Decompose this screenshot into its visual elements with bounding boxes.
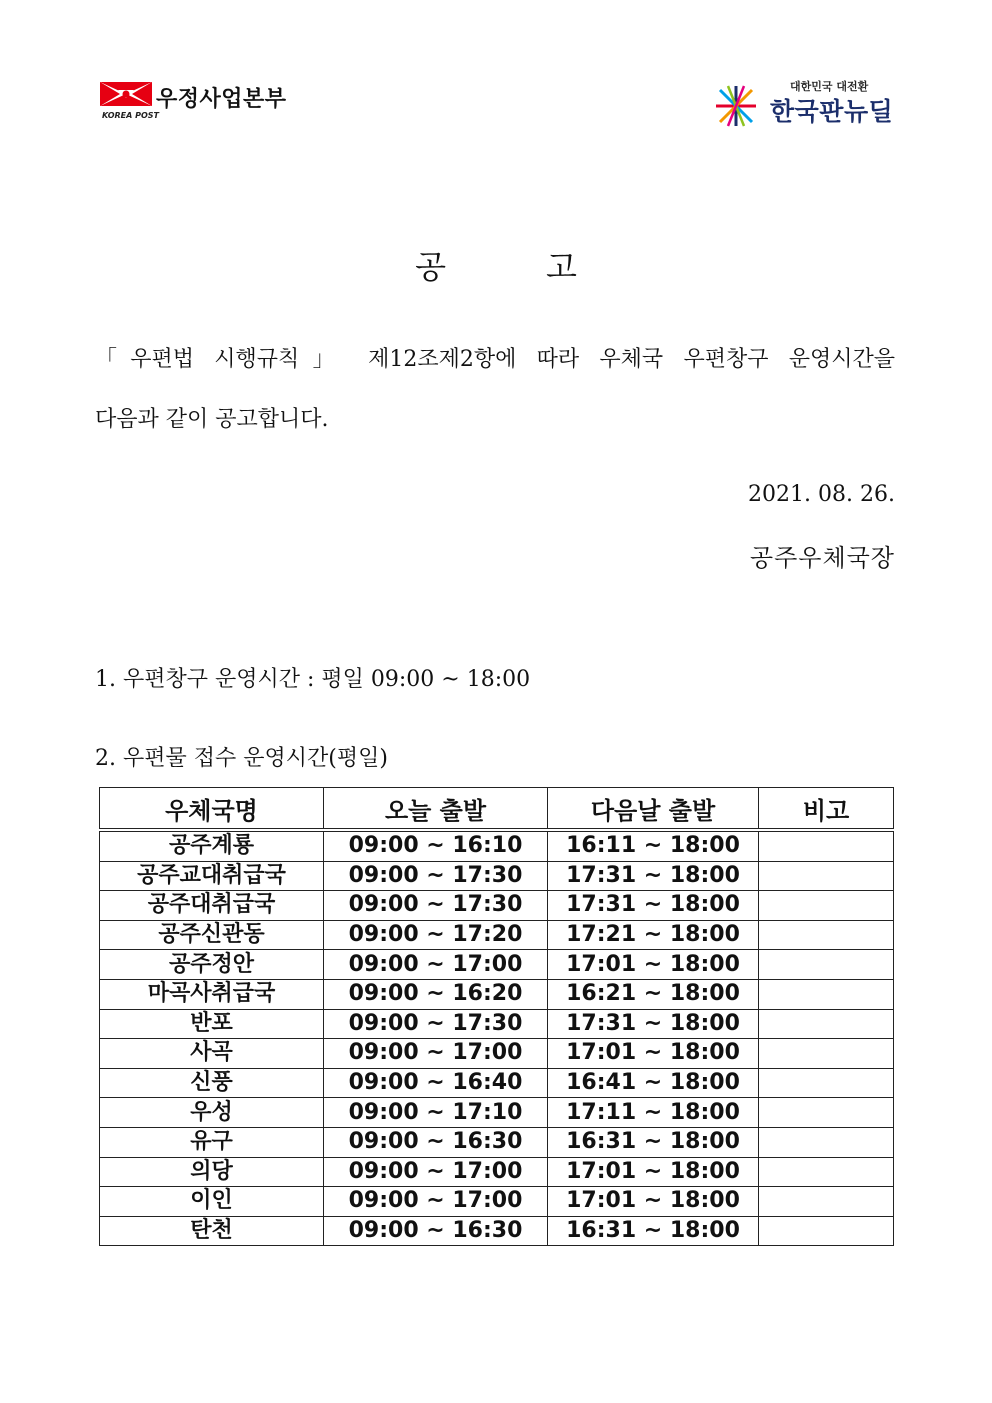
next-day-departure-cell: 17:31 ~ 18:00 — [548, 1009, 759, 1039]
today-departure-cell: 09:00 ~ 16:10 — [324, 830, 548, 861]
today-departure-cell: 09:00 ~ 16:30 — [324, 1216, 548, 1246]
table-row — [100, 1098, 894, 1128]
remarks-cell — [759, 830, 894, 861]
remarks-cell — [759, 1098, 894, 1128]
today-departure-cell: 09:00 ~ 16:40 — [324, 1068, 548, 1098]
table-row — [100, 1187, 894, 1217]
notice-signer: 공주우체국장 — [749, 544, 895, 572]
next-day-departure-cell: 17:01 ~ 18:00 — [548, 950, 759, 980]
next-day-departure-cell: 17:11 ~ 18:00 — [548, 1098, 759, 1128]
office-name-cell: 공주대취급국 — [100, 891, 324, 921]
korean-new-deal-logo — [714, 78, 894, 130]
next-day-departure-cell: 17:31 ~ 18:00 — [548, 861, 759, 891]
header-next-day-departure: 다음날 출발 — [548, 788, 759, 831]
notice-paragraph-line-1: 「우편법 시행규칙」 제12조제2항에 따라 우체국 우편창구 운영시간을 — [95, 347, 895, 372]
remarks-cell — [759, 1068, 894, 1098]
office-name-cell: 이인 — [100, 1187, 324, 1217]
next-day-departure-cell: 16:21 ~ 18:00 — [548, 979, 759, 1009]
new-deal-star-icon — [714, 84, 758, 128]
table-row — [100, 920, 894, 950]
table-row — [100, 1157, 894, 1187]
remarks-cell — [759, 1009, 894, 1039]
office-name-cell: 반포 — [100, 1009, 324, 1039]
korea-post-logo — [100, 78, 300, 128]
next-day-departure-cell: 16:31 ~ 18:00 — [548, 1127, 759, 1157]
table-row — [100, 950, 894, 980]
today-departure-cell: 09:00 ~ 16:30 — [324, 1127, 548, 1157]
section-2-heading: 2. 우편물 접수 운영시간(평일) — [95, 746, 388, 771]
next-day-departure-cell: 16:11 ~ 18:00 — [548, 830, 759, 861]
remarks-cell — [759, 979, 894, 1009]
title-char-1: 공 — [415, 248, 446, 286]
header-office-name: 우체국명 — [100, 788, 324, 831]
next-day-departure-cell: 17:01 ~ 18:00 — [548, 1039, 759, 1069]
table-row — [100, 861, 894, 891]
remarks-cell — [759, 891, 894, 921]
remarks-cell — [759, 1187, 894, 1217]
remarks-cell — [759, 861, 894, 891]
table-row — [100, 891, 894, 921]
table-body — [100, 830, 894, 1246]
remarks-cell — [759, 1157, 894, 1187]
title-char-2: 고 — [546, 248, 577, 286]
next-day-departure-cell: 17:01 ~ 18:00 — [548, 1187, 759, 1217]
office-name-cell: 공주정안 — [100, 950, 324, 980]
office-name-cell: 의당 — [100, 1157, 324, 1187]
remarks-cell — [759, 1216, 894, 1246]
notice-title — [0, 242, 992, 288]
next-day-departure-cell: 16:31 ~ 18:00 — [548, 1216, 759, 1246]
office-name-cell: 신풍 — [100, 1068, 324, 1098]
table-row — [100, 1039, 894, 1069]
today-departure-cell: 09:00 ~ 17:30 — [324, 891, 548, 921]
new-deal-brand: 한국판뉴딜 — [770, 97, 894, 126]
header-today-departure: 오늘 출발 — [324, 788, 548, 831]
table-row — [100, 1216, 894, 1246]
table-header-row — [100, 788, 894, 831]
today-departure-cell: 09:00 ~ 17:30 — [324, 861, 548, 891]
remarks-cell — [759, 950, 894, 980]
today-departure-cell: 09:00 ~ 17:00 — [324, 1039, 548, 1069]
next-day-departure-cell: 17:31 ~ 18:00 — [548, 891, 759, 921]
next-day-departure-cell: 17:21 ~ 18:00 — [548, 920, 759, 950]
today-departure-cell: 09:00 ~ 17:30 — [324, 1009, 548, 1039]
korea-post-emblem-icon — [100, 80, 152, 108]
notice-date: 2021. 08. 26. — [748, 482, 895, 507]
today-departure-cell: 09:00 ~ 17:20 — [324, 920, 548, 950]
header-remarks: 비고 — [759, 788, 894, 831]
next-day-departure-cell: 17:01 ~ 18:00 — [548, 1157, 759, 1187]
remarks-cell — [759, 1127, 894, 1157]
office-name-cell: 마곡사취급국 — [100, 979, 324, 1009]
korea-post-subtitle: KOREA POST — [102, 111, 159, 120]
table-row — [100, 1127, 894, 1157]
office-name-cell: 공주계룡 — [100, 830, 324, 861]
table-row — [100, 830, 894, 861]
today-departure-cell: 09:00 ~ 16:20 — [324, 979, 548, 1009]
remarks-cell — [759, 1039, 894, 1069]
office-name-cell: 공주교대취급국 — [100, 861, 324, 891]
today-departure-cell: 09:00 ~ 17:00 — [324, 1187, 548, 1217]
office-name-cell: 탄천 — [100, 1216, 324, 1246]
office-name-cell: 공주신관동 — [100, 920, 324, 950]
table-row — [100, 979, 894, 1009]
today-departure-cell: 09:00 ~ 17:00 — [324, 1157, 548, 1187]
table-row — [100, 1009, 894, 1039]
next-day-departure-cell: 16:41 ~ 18:00 — [548, 1068, 759, 1098]
today-departure-cell: 09:00 ~ 17:10 — [324, 1098, 548, 1128]
today-departure-cell: 09:00 ~ 17:00 — [324, 950, 548, 980]
table-row — [100, 1068, 894, 1098]
office-name-cell: 유구 — [100, 1127, 324, 1157]
new-deal-tagline: 대한민국 대전환 — [790, 80, 869, 93]
notice-paragraph-line-2: 다음과 같이 공고합니다. — [95, 407, 329, 432]
office-name-cell: 사곡 — [100, 1039, 324, 1069]
section-1-counter-hours: 1. 우편창구 운영시간 : 평일 09:00 ~ 18:00 — [95, 667, 531, 692]
remarks-cell — [759, 920, 894, 950]
post-office-schedule-table — [99, 787, 894, 1246]
office-name-cell: 우성 — [100, 1098, 324, 1128]
korea-post-name: 우정사업본부 — [156, 87, 287, 112]
